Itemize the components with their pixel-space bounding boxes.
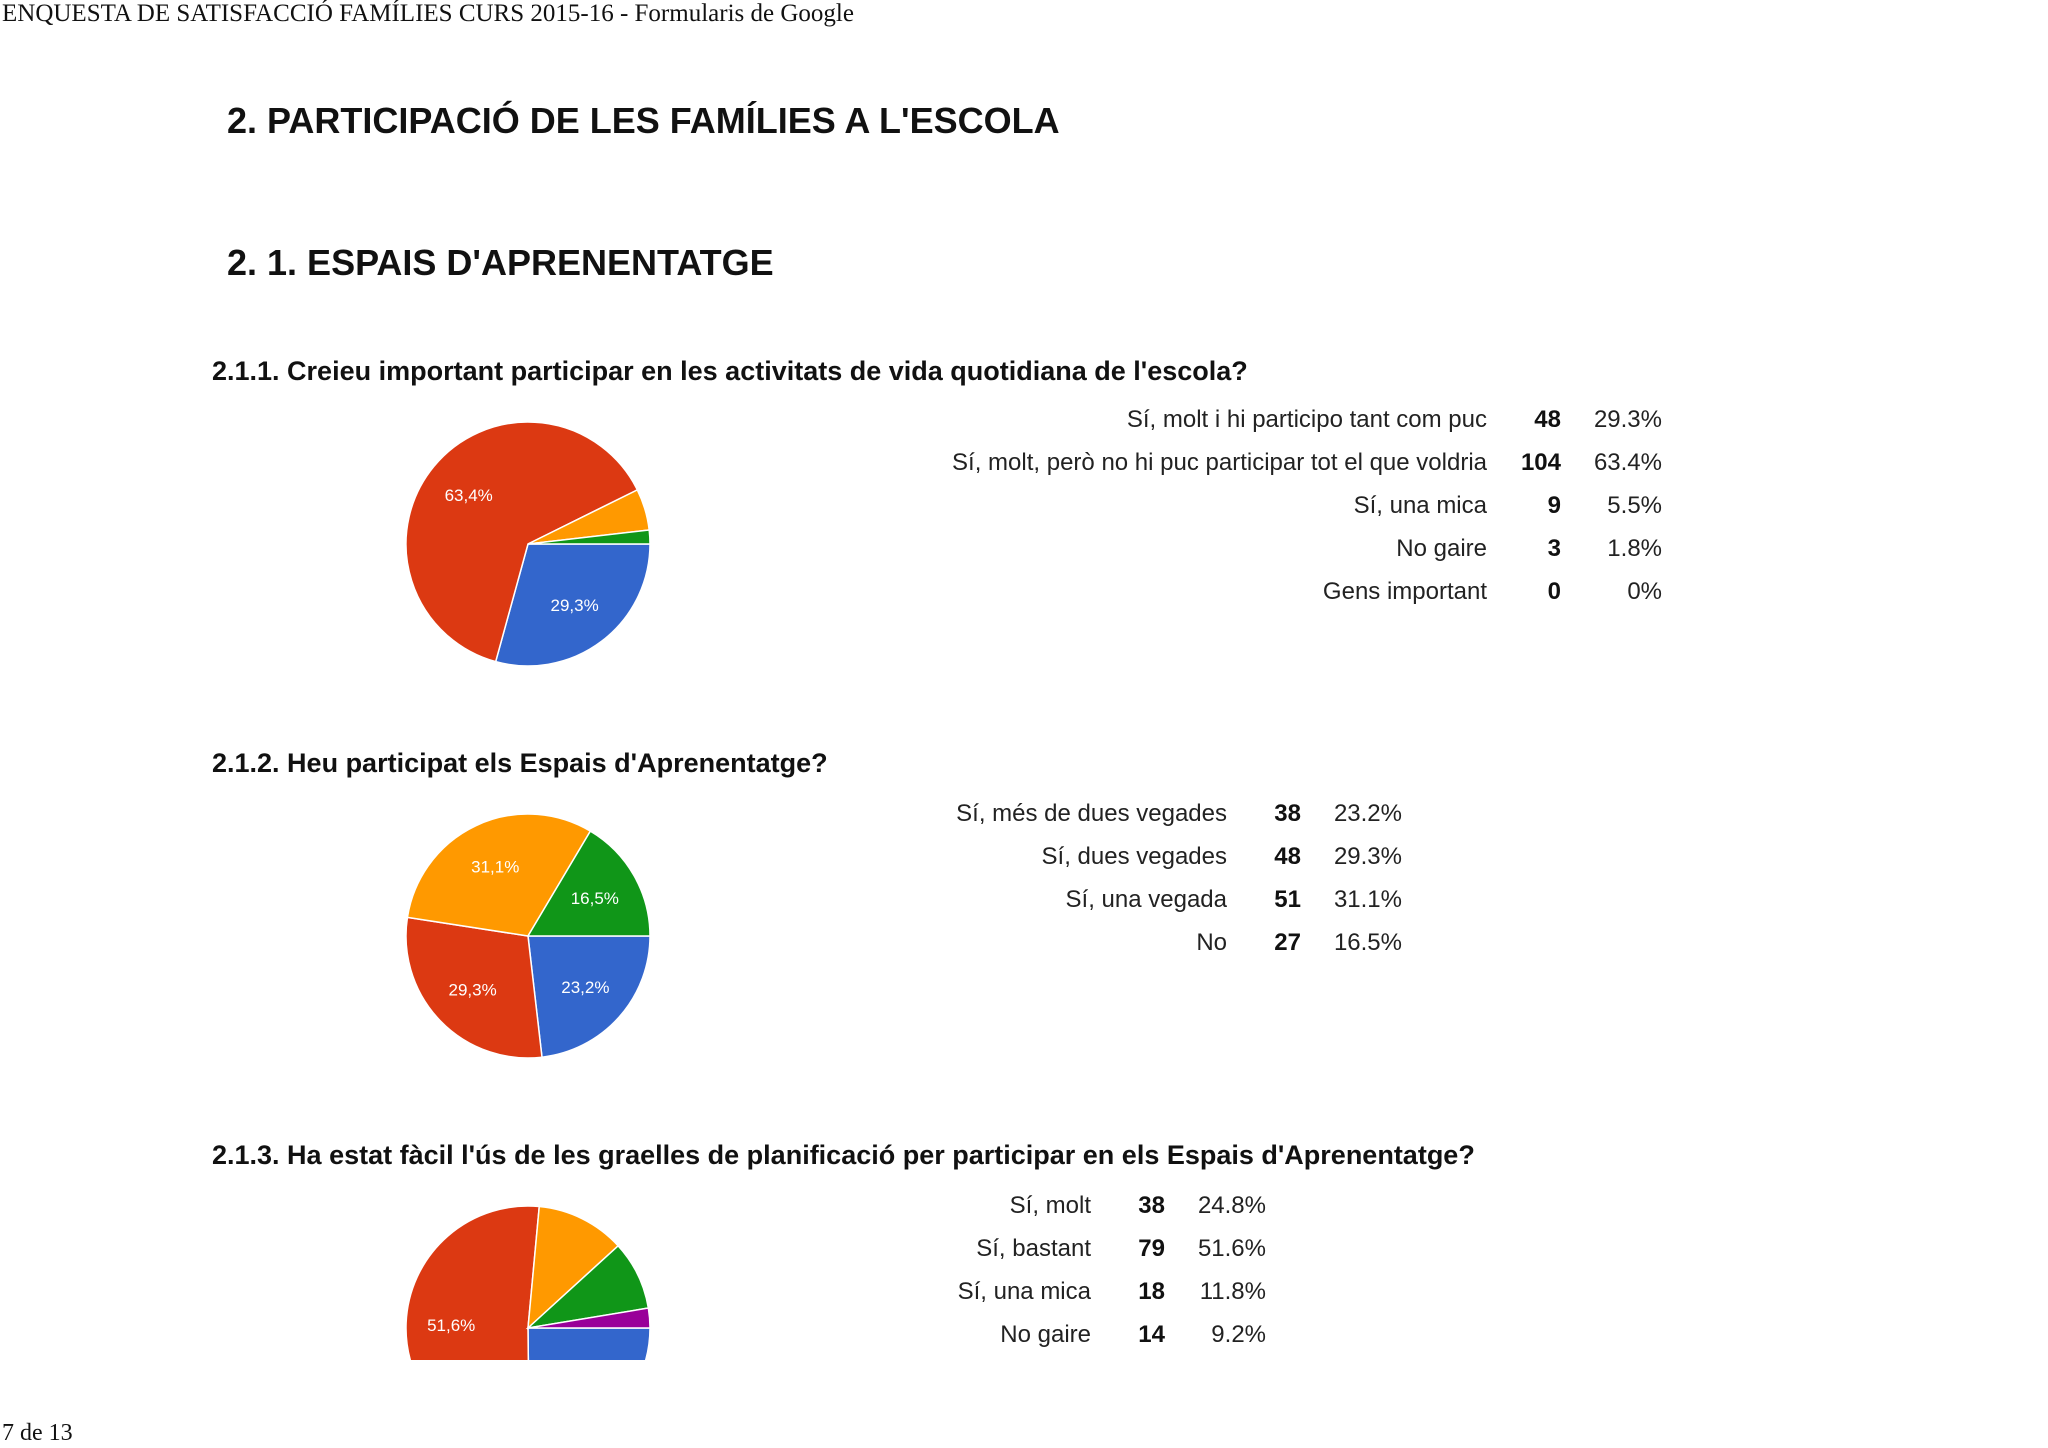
legend-count: 38 [1138, 1191, 1165, 1219]
legend-label: Sí, més de dues vegades [956, 799, 1227, 827]
pie-chart-q2 [390, 802, 680, 1102]
pie-slice-label: 51,6% [427, 1315, 476, 1335]
legend-percent: 29.3% [1593, 405, 1662, 433]
legend-row [952, 835, 1402, 878]
legend-count: 48 [1274, 842, 1301, 870]
legend-percent: 51.6% [1197, 1234, 1266, 1262]
legend-percent: 63.4% [1593, 448, 1662, 476]
legend-row [952, 398, 1662, 441]
legend-label: No gaire [1396, 534, 1487, 562]
pie-slice-label: 63,4% [444, 486, 493, 506]
legend-percent: 31.1% [1333, 885, 1402, 913]
legend-label: Sí, bastant [976, 1234, 1091, 1262]
subsection-title: 2. 1. ESPAIS D'APRENENTATGE [227, 242, 774, 283]
legend-label: No gaire [1000, 1320, 1091, 1348]
legend-percent: 11.8% [1199, 1277, 1266, 1305]
pie-slice-label: 16,5% [570, 888, 619, 908]
legend-label: Sí, dues vegades [1041, 842, 1227, 870]
legend-label: Sí, molt i hi participo tant com puc [1126, 405, 1487, 433]
legend-row [952, 441, 1662, 484]
legend-percent: 29.3% [1333, 842, 1402, 870]
legend-row [952, 570, 1662, 613]
legend-count: 18 [1138, 1277, 1165, 1305]
legend-count: 0 [1547, 577, 1561, 605]
pie-chart-q1 [390, 410, 680, 710]
legend-table-q2 [952, 792, 1402, 964]
pie-svg-q1 [390, 410, 680, 710]
pie-slice-label: 29,3% [448, 980, 497, 1000]
pie-svg-q2 [390, 802, 680, 1102]
legend-row [952, 1184, 1266, 1227]
legend-row [952, 1313, 1266, 1356]
legend-label: Gens important [1322, 577, 1487, 605]
legend-percent: 16.5% [1333, 928, 1402, 956]
legend-count: 48 [1534, 405, 1561, 433]
question-title: 2.1.1. Creieu important participar en les activitats de vida quotidiana de l'escola? [212, 356, 1248, 386]
legend-row [952, 878, 1402, 921]
pie-slice-label: 29,3% [550, 596, 599, 616]
legend-count: 27 [1274, 928, 1301, 956]
legend-row [952, 527, 1662, 570]
legend-label: Sí, una vegada [1065, 885, 1227, 913]
print-header: ENQUESTA DE SATISFACCIÓ FAMÍLIES CURS 2015-16 - Formularis de Google [2, 0, 854, 27]
legend-label: No [1196, 928, 1227, 956]
legend-count: 9 [1547, 491, 1561, 519]
pie-slice [406, 1206, 539, 1360]
page-number: 7 de 13 [2, 1420, 73, 1446]
legend-row [952, 921, 1402, 964]
legend-percent: 1.8% [1607, 534, 1662, 562]
section-title: 2. PARTICIPACIÓ DE LES FAMÍLIES A L'ESCOLA [227, 100, 1060, 141]
legend-percent: 0% [1627, 577, 1662, 605]
pie-chart-q3 [390, 1194, 680, 1360]
legend-row [952, 1227, 1266, 1270]
legend-percent: 24.8% [1197, 1191, 1266, 1219]
legend-count: 38 [1274, 799, 1301, 827]
pie-slice [528, 1328, 650, 1360]
pie-slice-label: 23,2% [561, 978, 610, 998]
legend-count: 79 [1138, 1234, 1165, 1262]
legend-label: Sí, una mica [1353, 491, 1487, 519]
legend-count: 14 [1138, 1320, 1165, 1348]
question-title: 2.1.3. Ha estat fàcil l'ús de les graelles de planificació per participar en els Espais d'Aprenentatge? [212, 1140, 1475, 1170]
pie-slice-label: 31,1% [471, 857, 520, 877]
legend-count: 51 [1274, 885, 1301, 913]
legend-table-q1 [952, 398, 1662, 613]
legend-table-q3 [952, 1184, 1266, 1356]
legend-row [952, 1270, 1266, 1313]
legend-percent: 9.2% [1211, 1320, 1266, 1348]
legend-percent: 23.2% [1333, 799, 1402, 827]
legend-percent: 5.5% [1607, 491, 1662, 519]
question-title: 2.1.2. Heu participat els Espais d'Aprenentatge? [212, 748, 828, 778]
legend-label: Sí, molt [1009, 1191, 1091, 1219]
legend-label: Sí, una mica [957, 1277, 1091, 1305]
legend-count: 3 [1547, 534, 1561, 562]
legend-count: 104 [1520, 448, 1561, 476]
legend-label: Sí, molt, però no hi puc participar tot el que voldria [952, 448, 1487, 476]
legend-row [952, 792, 1402, 835]
legend-row [952, 484, 1662, 527]
pie-svg-q3 [390, 1194, 680, 1360]
